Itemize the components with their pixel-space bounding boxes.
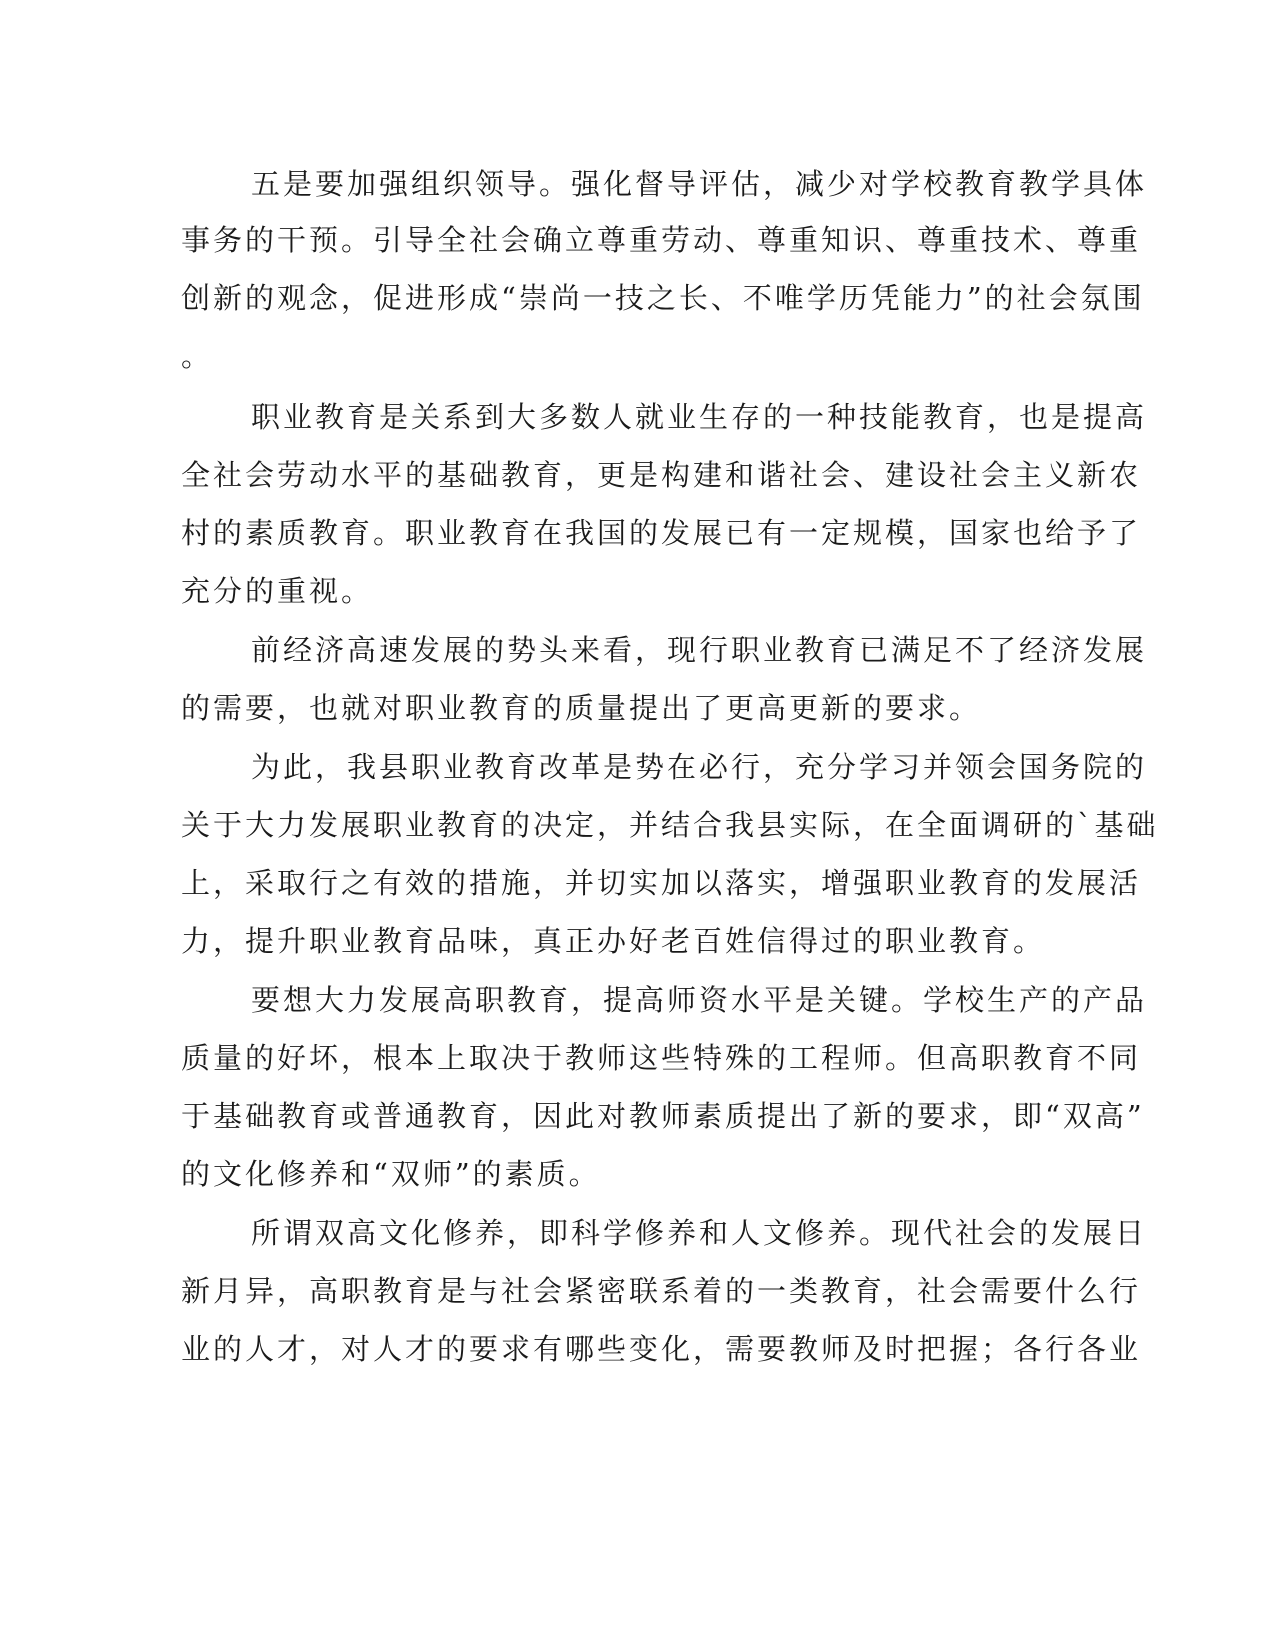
paragraph-6-line-3: 业的人才，对人才的要求有哪些变化，需要教师及时把握；各行各业: [181, 1332, 1142, 1366]
paragraph-1-line-2: 事务的干预。引导全社会确立尊重劳动、尊重知识、尊重技术、尊重: [181, 223, 1142, 257]
paragraph-3-line-2: 的需要，也就对职业教育的质量提出了更高更新的要求。: [181, 691, 982, 725]
paragraph-4-line-2: 关于大力发展职业教育的决定，并结合我县实际，在全面调研的`基础: [181, 808, 1159, 842]
paragraph-5-line-1: 要想大力发展高职教育，提高师资水平是关键。学校生产的产品: [251, 983, 1148, 1017]
paragraph-4-line-4: 力，提升职业教育品味，真正办好老百姓信得过的职业教育。: [181, 924, 1046, 958]
paragraph-1-line-4: 。: [181, 339, 214, 373]
paragraph-1-line-1: 五是要加强组织领导。强化督导评估，减少对学校教育教学具体: [251, 167, 1148, 201]
paragraph-2-line-4: 充分的重视。: [181, 574, 374, 608]
paragraph-2-line-1: 职业教育是关系到大多数人就业生存的一种技能教育，也是提高: [251, 400, 1148, 434]
paragraph-2-line-3: 村的素质教育。职业教育在我国的发展已有一定规模，国家也给予了: [181, 516, 1142, 550]
paragraph-5-line-2: 质量的好坏，根本上取决于教师这些特殊的工程师。但高职教育不同: [181, 1041, 1142, 1075]
paragraph-5-line-4: 的文化修养和“双师”的素质。: [181, 1157, 601, 1191]
paragraph-6-line-2: 新月异，高职教育是与社会紧密联系着的一类教育，社会需要什么行: [181, 1274, 1142, 1308]
paragraph-2-line-2: 全社会劳动水平的基础教育，更是构建和谐社会、建设社会主义新农: [181, 458, 1142, 492]
paragraph-6-line-1: 所谓双高文化修养，即科学修养和人文修养。现代社会的发展日: [251, 1216, 1148, 1250]
paragraph-3-line-1: 前经济高速发展的势头来看，现行职业教育已满足不了经济发展: [251, 633, 1148, 667]
paragraph-4-line-3: 上，采取行之有效的措施，并切实加以落实，增强职业教育的发展活: [181, 866, 1142, 900]
paragraph-1-line-3: 创新的观念，促进形成“崇尚一技之长、不唯学历凭能力”的社会氛围: [181, 281, 1145, 315]
paragraph-5-line-3: 于基础教育或普通教育，因此对教师素质提出了新的要求，即“双高”: [181, 1099, 1145, 1133]
paragraph-4-line-1: 为此，我县职业教育改革是势在必行，充分学习并领会国务院的: [251, 750, 1148, 784]
